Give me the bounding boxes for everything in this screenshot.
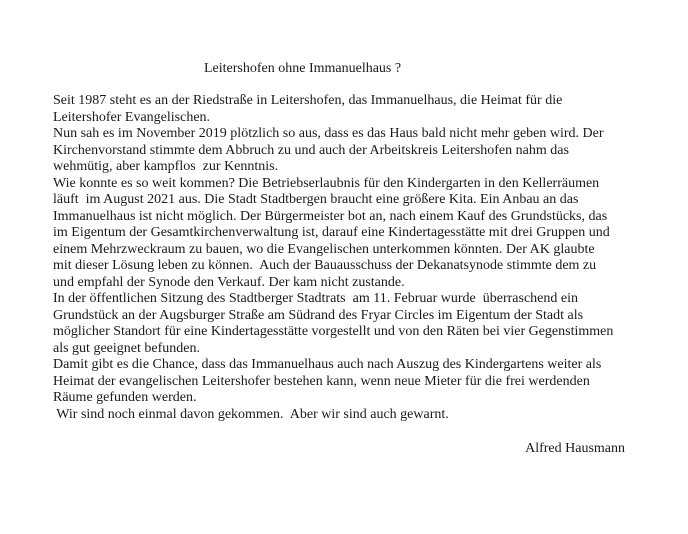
body-line: Wie konnte es so weit kommen? Die Betriebserlaubnis für den Kindergarten in den Kellerräumen bbox=[53, 175, 600, 191]
body-line: Nun sah es im November 2019 plötzlich so aus, dass es das Haus bald nicht mehr geben wird. Der bbox=[53, 126, 604, 141]
body-line: Räume gefunden werden. bbox=[53, 390, 197, 405]
author-signature: Alfred Hausmann bbox=[525, 441, 625, 456]
body-line: Damit gibt es die Chance, dass das Immanuelhaus auch nach Auszug des Kindergartens weiter als bbox=[53, 357, 602, 372]
body-line: Seit 1987 steht es an der Riedstraße in Leitershofen, das Immanuelhaus, die Heimat für die bbox=[53, 93, 563, 108]
body-line: möglicher Standort für eine Kindertagesstätte vorgestellt und von den Räten bei vier Gegenstimmen bbox=[53, 324, 614, 339]
body-line: und empfahl der Synode den Verkauf. Der kam nicht zustande. bbox=[53, 274, 405, 290]
body-line: läuft im August 2021 aus. Die Stadt Stadtbergen braucht eine größere Kita. Ein Anbau an das bbox=[53, 192, 579, 207]
body-line: wehmütig, aber kampflos zur Kenntnis. bbox=[53, 159, 279, 174]
body-line: einem Mehrzweckraum zu bauen, wo die Evangelischen unterkommen könnten. Der AK glaubte bbox=[53, 241, 595, 257]
body-line: als gut geeignet befunden. bbox=[53, 340, 200, 356]
body-line: Kirchenvorstand stimmte dem Abbruch zu und auch der Arbeitskreis Leitershofen nahm das bbox=[53, 142, 569, 158]
document-body bbox=[53, 93, 643, 423]
body-line: Wir sind noch einmal davon gekommen. Aber wir sind auch gewarnt. bbox=[53, 406, 449, 422]
body-line: In der öffentlichen Sitzung des Stadtberger Stadtrats am 11. Februar wurde überraschend ein bbox=[53, 291, 578, 306]
body-line: mit dieser Lösung leben zu können. Auch der Bauausschuss der Dekanatsynode stimmte dem zu bbox=[53, 258, 597, 273]
body-line: Immanuelhaus ist nicht möglich. Der Bürgermeister bot an, nach einem Kauf des Grundstücks, das bbox=[53, 208, 608, 224]
document-title: Leitershofen ohne Immanuelhaus ? bbox=[204, 61, 402, 76]
body-line: im Eigentum der Gesamtkirchenverwaltung ist, darauf eine Kindertagesstätte mit drei Gruppen und bbox=[53, 225, 610, 240]
body-line: Leitershofer Evangelischen. bbox=[53, 109, 211, 125]
body-line: Heimat der evangelischen Leitershofer bestehen kann, wenn neue Mieter für die frei werdenden bbox=[53, 373, 590, 389]
body-line: Grundstück an der Augsburger Straße am Südrand des Fryar Circles im Eigentum der Stadt als bbox=[53, 307, 584, 323]
